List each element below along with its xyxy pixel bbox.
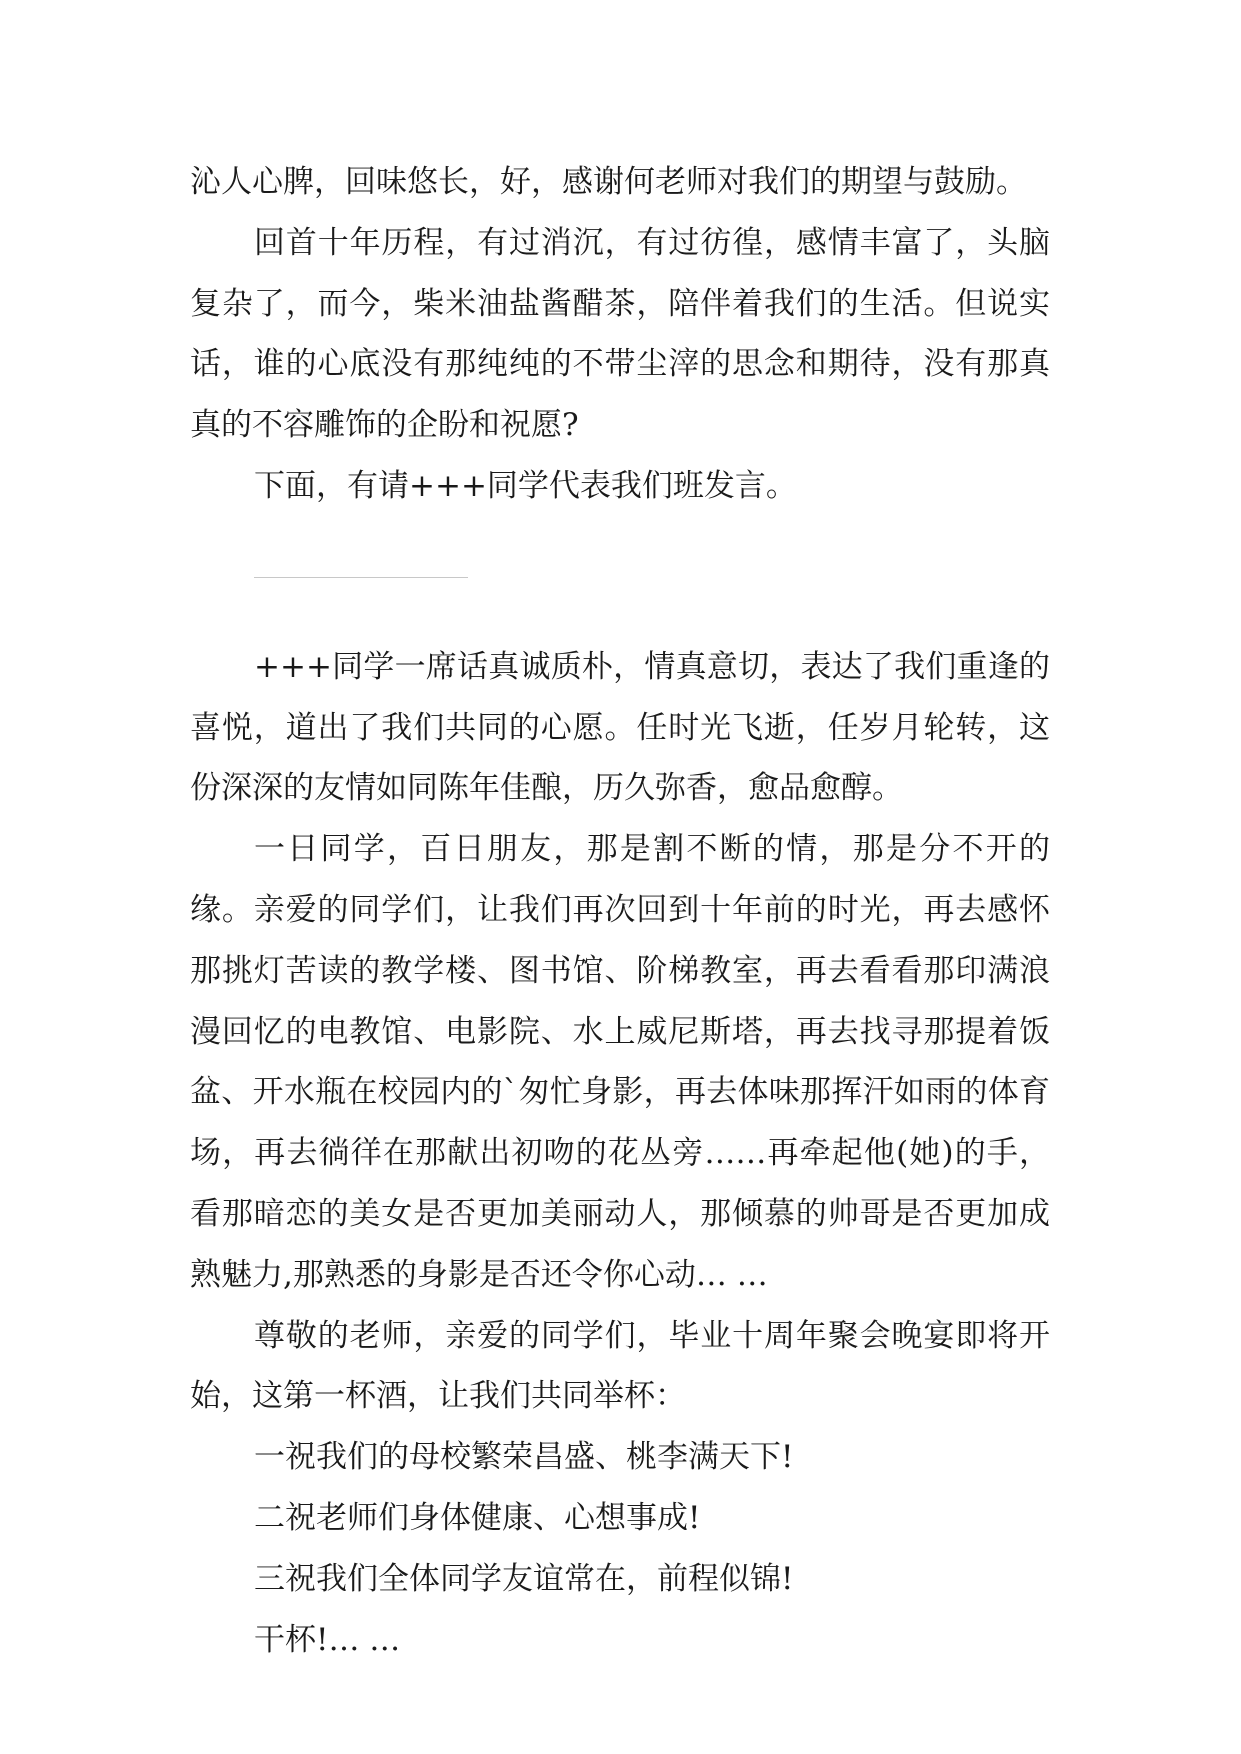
toast-line-1: 一祝我们的母校繁荣昌盛、桃李满天下! (254, 1439, 794, 1476)
separator-rule (254, 577, 468, 578)
document-body (190, 152, 1050, 1670)
toast-line-2: 二祝老师们身体健康、心想事成! (254, 1499, 701, 1536)
paragraph-5: 一日同学，百日朋友，那是割不断的情，那是分不开的缘。亲爱的同学们，让我们再次回到十年前的时光，再去感怀那挑灯苦读的教学楼、图书馆、阶梯教室，再去看看那印满浪漫回忆的电教馆、电影院、水上威尼斯塔，再去找寻那提着饭盆、开水瓶在校园内的`匆忙身影，再去体味那挥汗如雨的体育场，再去徜徉在那献出初吻的花丛旁……再牵起他(她)的手，看那暗恋的美女是否更加美丽动人，那倾慕的帅哥是否更加成熟魅力,那熟悉的身影是否还令你心动… … (190, 831, 1050, 1293)
paragraph-1: 沁人心脾，回味悠长，好，感谢何老师对我们的期望与鼓励。 (190, 164, 1027, 200)
cheers-line: 干杯!… … (254, 1621, 401, 1658)
paragraph-6: 尊敬的老师，亲爱的同学们，毕业十周年聚会晚宴即将开始，这第一杯酒，让我们共同举杯： (190, 1317, 1050, 1415)
paragraph-4: +++同学一席话真诚质朴，情真意切，表达了我们重逢的喜悦，道出了我们共同的心愿。任时光飞逝，任岁月轮转，这份深深的友情如同陈年佳酿，历久弥香，愈品愈醇。 (190, 648, 1050, 807)
paragraph-2: 回首十年历程，有过消沉，有过彷徨，感情丰富了，头脑复杂了，而今，柴米油盐酱醋茶，陪伴着我们的生活。但说实话，谁的心底没有那纯纯的不带尘滓的思念和期待，没有那真真的不容雕饰的企盼和祝愿? (190, 224, 1050, 444)
toast-line-3: 三祝我们全体同学友谊常在，前程似锦! (254, 1560, 794, 1597)
paragraph-3: 下面，有请+++同学代表我们班发言。 (254, 467, 797, 504)
section-separator (190, 517, 1050, 637)
